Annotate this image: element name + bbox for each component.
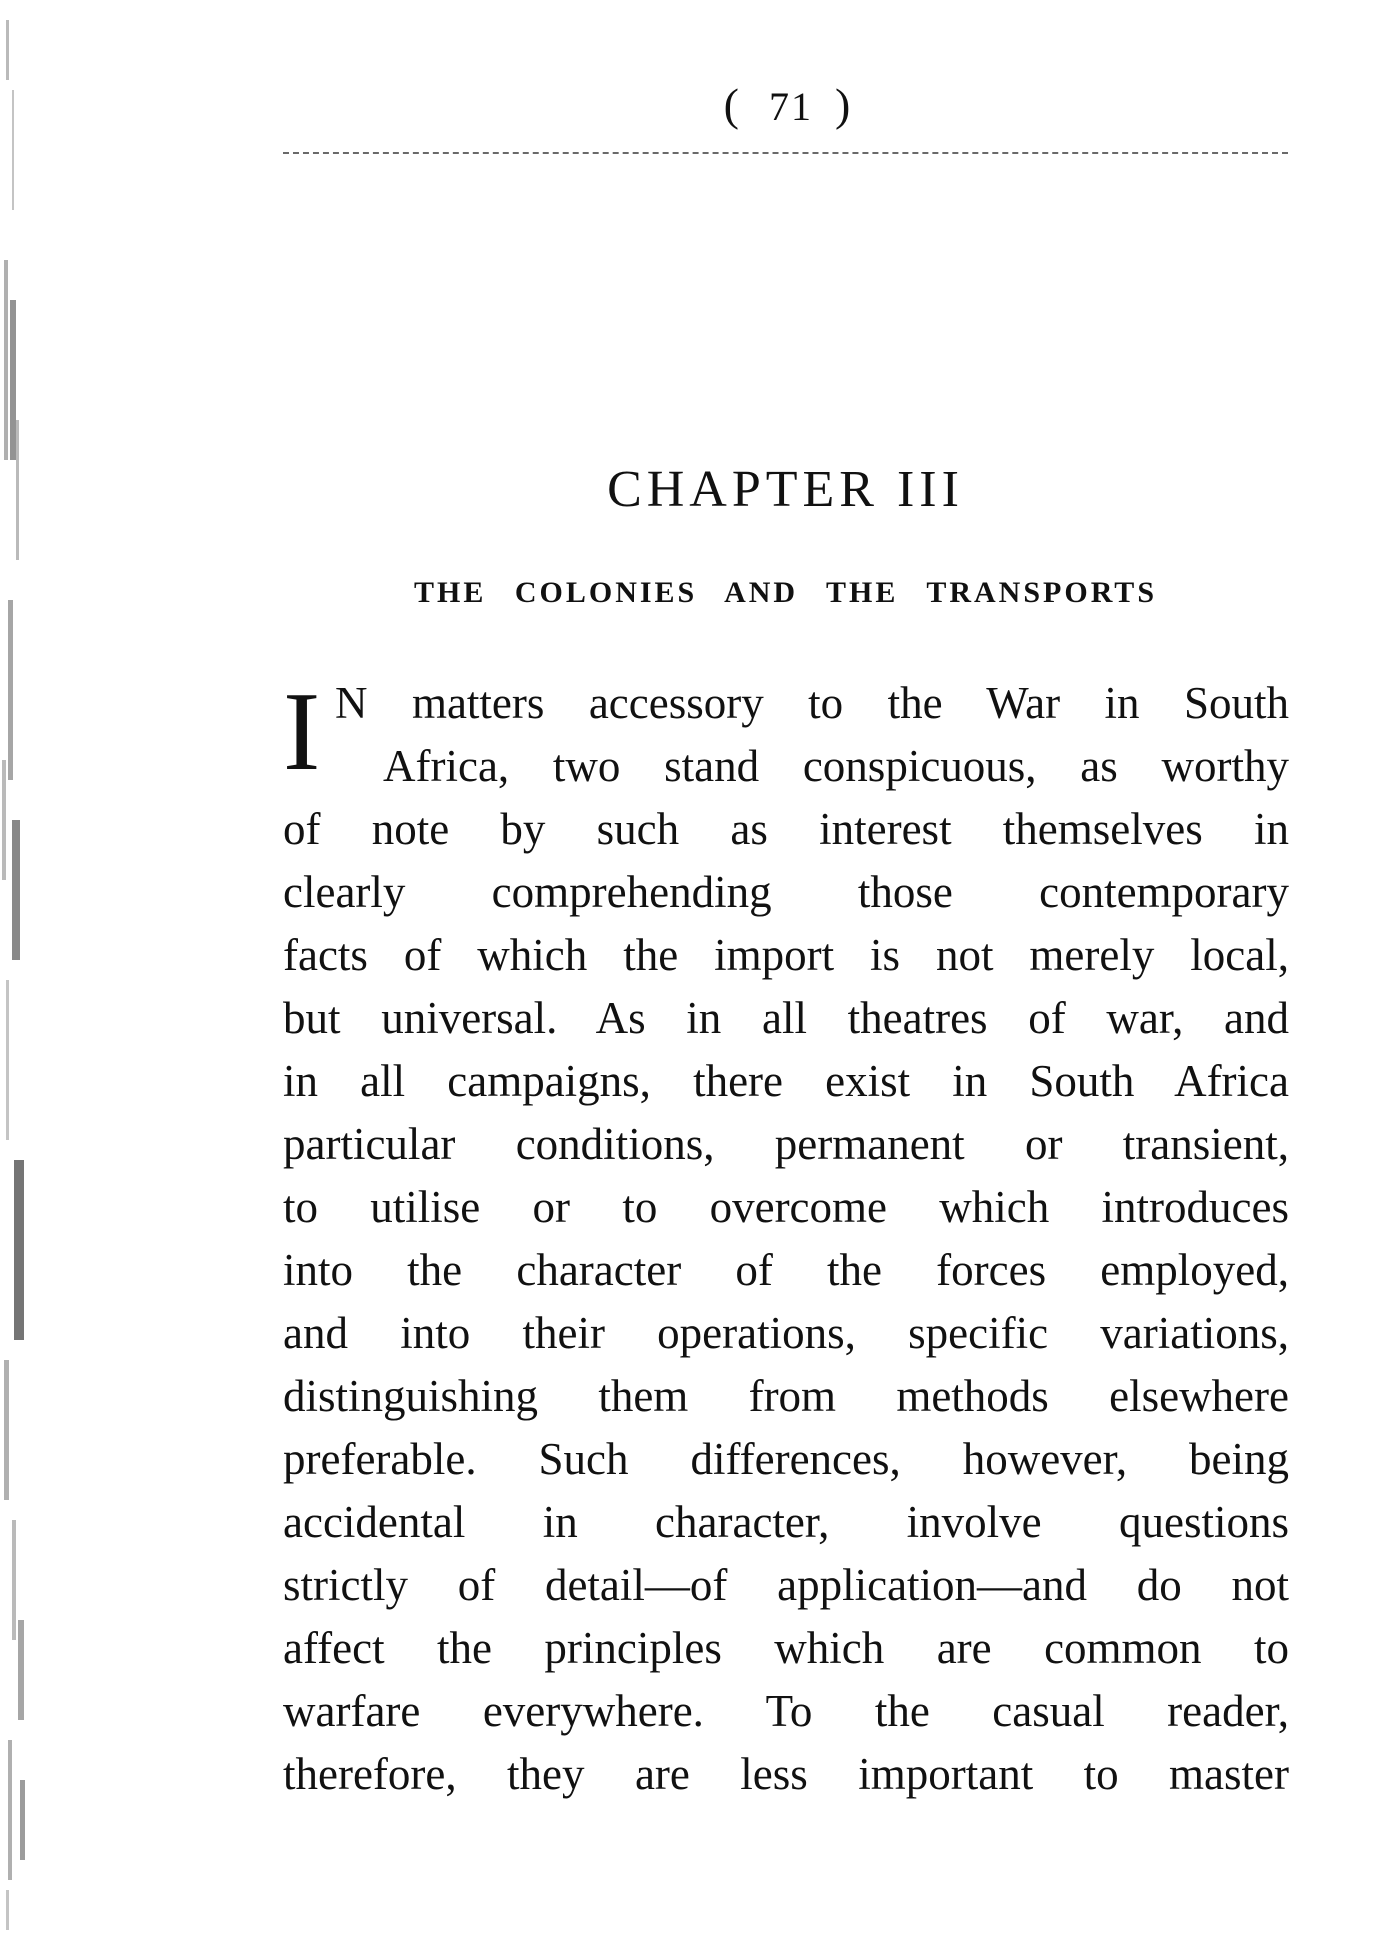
text-line: accidental in character, involve questions: [283, 1497, 1289, 1547]
text-line: warfare everywhere. To the casual reader,: [283, 1686, 1289, 1736]
text-line: facts of which the import is not merely local,: [283, 930, 1289, 980]
page-number-close-paren: ): [835, 79, 859, 130]
chapter-title: CHAPTER III: [607, 461, 964, 518]
page-number: [686, 78, 896, 131]
text-line: preferable. Such differences, however, being: [283, 1434, 1289, 1484]
chapter-subtitle: THE COLONIES AND THE TRANSPORTS: [414, 576, 1157, 609]
text-line: affect the principles which are common to: [283, 1623, 1289, 1673]
text-line: therefore, they are less important to master: [283, 1749, 1289, 1799]
drop-cap: I: [283, 670, 321, 794]
header-rule: [283, 152, 1288, 154]
text-line: of note by such as interest themselves in: [283, 804, 1289, 854]
opening-lines: [283, 672, 1289, 798]
text-line: into the character of the forces employed,: [283, 1245, 1289, 1295]
text-line: but universal. As in all theatres of war, and: [283, 993, 1289, 1043]
text-line: in all campaigns, there exist in South Africa: [283, 1056, 1289, 1106]
text-line: Africa, two stand conspicuous, as worthy: [383, 741, 1289, 791]
text-line: clearly comprehending those contemporary: [283, 867, 1289, 917]
text-line: to utilise or to overcome which introduces: [283, 1182, 1289, 1232]
text-line: strictly of detail—of application—and do not: [283, 1560, 1289, 1610]
text-line: particular conditions, permanent or transient,: [283, 1119, 1289, 1169]
text-line: N matters accessory to the War in South: [335, 678, 1289, 728]
text-line: distinguishing them from methods elsewhere: [283, 1371, 1289, 1421]
page-number-value: 71: [769, 84, 813, 129]
page-number-open-paren: (: [723, 79, 747, 130]
page-edge-scan-speckle: [0, 0, 60, 1943]
body-text: [283, 672, 1289, 1806]
text-line: and into their operations, specific variations,: [283, 1308, 1289, 1358]
